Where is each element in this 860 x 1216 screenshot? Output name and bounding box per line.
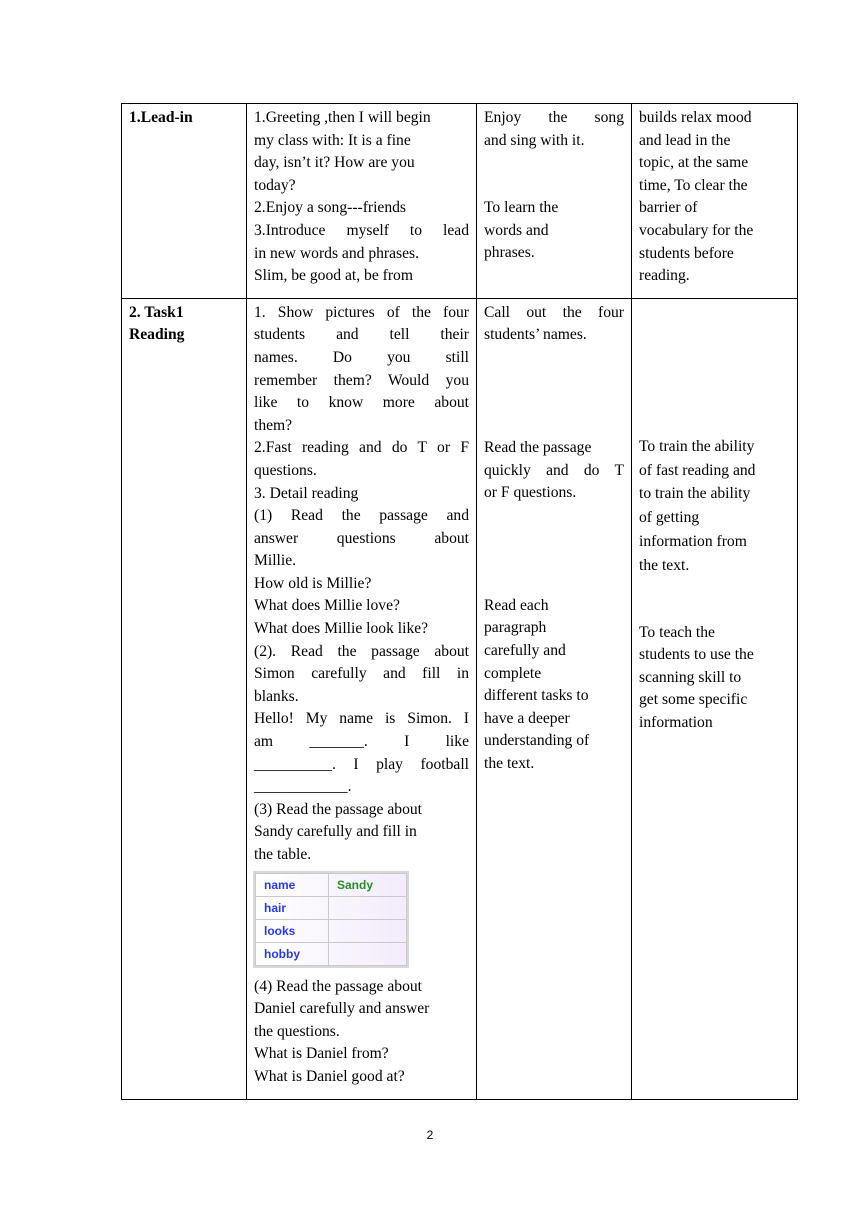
text-line: time, To clear the [639, 176, 748, 194]
text-line: 3.Introduce myself to lead [254, 221, 469, 239]
text-line: vocabulary for the [639, 221, 754, 239]
text-line: and lead in the [639, 131, 731, 149]
text-line: phrases. [484, 244, 535, 262]
text-line: students’ names. [484, 326, 587, 344]
stage-cell [122, 104, 247, 299]
text-line: builds relax mood [639, 109, 752, 126]
text-line: and sing with it. [484, 131, 585, 149]
text-line: (3) Read the passage about [254, 800, 423, 818]
text-line: information from [639, 532, 747, 550]
text-line: students before [639, 244, 734, 262]
text-line: my class with: It is a fine [254, 131, 411, 149]
text-line: different tasks to [484, 687, 589, 705]
mini-table-value: Sandy [329, 873, 407, 896]
text-line: paragraph [484, 619, 547, 637]
text-line: questions. [254, 461, 317, 479]
mini-table-label: looks [256, 919, 329, 942]
mini-table-value [329, 919, 407, 942]
text-line: quickly and do T [484, 461, 624, 479]
text-line: them? [254, 416, 293, 434]
text-line: the table. [254, 846, 312, 863]
text-line: To learn the [484, 199, 559, 217]
text-line: 1. Show pictures of the four [254, 303, 469, 321]
teacher-activity-cell [247, 104, 477, 299]
text-line: What does Millie love? [254, 597, 400, 615]
text-line: Simon carefully and fill in [254, 665, 469, 683]
text-line: complete [484, 664, 542, 682]
text-line: Hello! My name is Simon. I [254, 710, 469, 728]
text-line: What is Daniel from? [254, 1045, 389, 1063]
text-line: the questions. [254, 1022, 340, 1040]
table-row [256, 919, 407, 942]
text-line: remember them? Would you [254, 371, 469, 389]
stage-label: 2. Task1 [129, 303, 184, 321]
sandy-info-table-image [255, 873, 407, 966]
text-line: 3. Detail reading [254, 484, 359, 502]
teacher-activity-cell [247, 298, 477, 1099]
mini-table-value [329, 896, 407, 919]
text-line: Slim, be good at, be from [254, 267, 413, 285]
text-line: scanning skill to [639, 668, 742, 686]
stage-label: 1.Lead-in [129, 109, 193, 126]
text-line: get some specific [639, 691, 748, 709]
text-line: or F questions. [484, 484, 577, 502]
text-line: carefully and [484, 641, 566, 659]
text-line: Call out the four [484, 303, 624, 321]
table-row [122, 298, 798, 1099]
text-line: words and [484, 221, 549, 239]
stage-cell [122, 298, 247, 1099]
text-line: What does Millie look like? [254, 620, 429, 638]
text-line: ____________. [254, 778, 352, 796]
table-row [256, 873, 407, 896]
text-line: Millie. [254, 552, 297, 570]
text-line: Enjoy the song [484, 109, 624, 126]
text-line: Sandy carefully and fill in [254, 823, 417, 841]
text-line: answer questions about [254, 529, 469, 547]
text-line: Read each [484, 596, 549, 614]
text-line: (1) Read the passage and [254, 507, 469, 525]
text-line: information [639, 713, 713, 731]
student-activity-cell [477, 104, 632, 299]
table-row [256, 942, 407, 965]
mini-table-label: hair [256, 896, 329, 919]
text-line: the text. [484, 754, 535, 772]
table-row [256, 896, 407, 919]
text-line: (4) Read the passage about [254, 977, 423, 995]
text-line: in new words and phrases. [254, 244, 419, 262]
text-line: of getting [639, 509, 700, 527]
text-line: of fast reading and [639, 461, 756, 479]
table-row [122, 104, 798, 299]
text-line: What is Daniel good at? [254, 1067, 405, 1085]
text-line: (2). Read the passage about [254, 642, 469, 660]
text-line: like to know more about [254, 394, 469, 412]
text-line: students and tell their [254, 326, 469, 344]
text-line: To train the ability [639, 437, 755, 455]
text-line: today? [254, 176, 296, 194]
purpose-cell [632, 104, 798, 299]
text-line: to train the ability [639, 485, 751, 503]
text-line: Daniel carefully and answer [254, 1000, 430, 1018]
text-line: blanks. [254, 687, 299, 705]
text-line: 2.Fast reading and do T or F [254, 439, 469, 457]
text-line: topic, at the same [639, 154, 749, 172]
text-line: day, isn’t it? How are you [254, 154, 415, 172]
text-line: Read the passage [484, 438, 592, 456]
text-line: have a deeper [484, 709, 570, 727]
text-line: understanding of [484, 732, 590, 750]
page-number: 2 [426, 1128, 434, 1142]
purpose-cell [632, 298, 798, 1099]
text-line: students to use the [639, 646, 754, 664]
text-line: 1.Greeting ,then I will begin [254, 109, 431, 126]
text-line: the text. [639, 556, 690, 574]
student-activity-cell [477, 298, 632, 1099]
lesson-plan-table [121, 103, 798, 1100]
text-line: How old is Millie? [254, 574, 372, 592]
text-line: 2.Enjoy a song---friends [254, 199, 407, 217]
text-line: barrier of [639, 199, 698, 217]
text-line: reading. [639, 267, 690, 285]
mini-table-label: hobby [256, 942, 329, 965]
mini-table-value [329, 942, 407, 965]
text-line: __________. I play football [254, 755, 469, 773]
stage-label: Reading [129, 326, 185, 344]
text-line: To teach the [639, 623, 715, 641]
text-line: am _______. I like [254, 733, 469, 751]
mini-table-label: name [256, 873, 329, 896]
text-line: names. Do you still [254, 348, 469, 366]
